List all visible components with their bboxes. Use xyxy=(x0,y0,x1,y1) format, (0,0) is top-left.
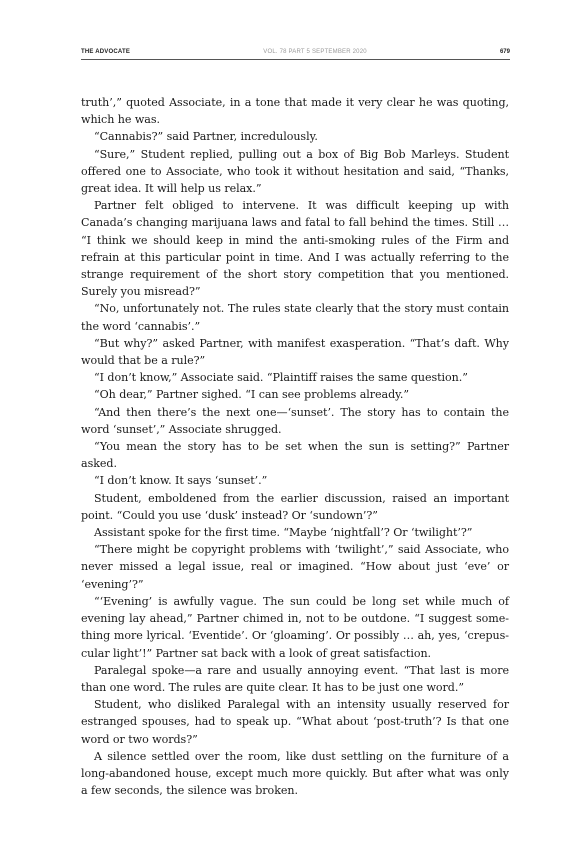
paragraph: Student, who disliked Paralegal with an intensity usually reserved for estranged spouses, had to speak up. “What about ‘post-truth’? Is that one word or two words?” xyxy=(81,698,509,746)
paragraph: “‘Evening’ is awfully vague. The sun could be long set while much of evening lay ahead,” Partner chimed in, not to be outdone. “I suggest something more lyrical. ‘Eventide’. Or ‘gloaming’. Or possibly … ah, yes, ‘crepuscular light’!” Partner sat back with a look of great satisfaction. xyxy=(81,594,509,660)
article-body xyxy=(81,94,509,799)
paragraph: Partner felt obliged to intervene. It was difficult keeping up with Canada’s changing marijuana laws and fatal to fall behind the times. Still … “I think we should keep in mind the anti-smoking rules of the Firm and refrain at this particular point in time. And I was actually referring to the strange requirement of the short story competition that you mentioned. Surely you misread?” xyxy=(81,199,509,299)
volume-info: VOL. 78 PART 5 SEPTEMBER 2020 xyxy=(263,49,367,55)
running-header xyxy=(81,46,510,58)
paragraph: Paralegal spoke—a rare and usually annoying event. “That last is more than one word. The rules are quite clear. It has to be just one word.” xyxy=(81,663,509,694)
paragraph: “I don’t know. It says ‘sunset’.” xyxy=(94,474,268,488)
paragraph: Student, emboldened from the earlier discussion, raised an important point. “Could you use ‘dusk’ instead? Or ‘sundown’?” xyxy=(81,491,509,522)
paragraph: Assistant spoke for the first time. “Maybe ‘nightfall’? Or ‘twilight’?” xyxy=(94,526,473,540)
page-number: 679 xyxy=(499,49,510,55)
header-rule xyxy=(81,59,510,60)
paragraph: “But why?” asked Partner, with manifest exasperation. “That’s daft. Why would that be a rule?” xyxy=(81,336,509,368)
paragraph: truth’,” quoted Associate, in a tone that made it very clear he was quoting, which he was. xyxy=(81,96,509,127)
paragraph: A silence settled over the room, like dust settling on the furniture of a long-abandoned house, except much more quickly. But after what was only a few seconds, the silence was broken. xyxy=(81,749,509,798)
paragraph: “You mean the story has to be set when the sun is setting?” Partner asked. xyxy=(81,440,509,471)
journal-name: THE ADVOCATE xyxy=(81,49,131,55)
paragraph: “Oh dear,” Partner sighed. “I can see problems already.” xyxy=(94,388,410,402)
paragraph: “I don’t know,” Associate said. “Plaintiff raises the same question.” xyxy=(94,371,468,385)
paragraph: “And then there’s the next one—‘sunset’. The story has to contain the word ‘sunset’,” Associate shrugged. xyxy=(81,405,509,436)
paragraph: “Sure,” Student replied, pulling out a box of Big Bob Marleys. Student offered one to Associate, who took it without hesitation and said, “Thanks, great idea. It will help us relax.” xyxy=(81,147,509,196)
paragraph: “There might be copyright problems with ‘twilight’,” said Associate, who never missed a legal issue, real or imagined. “How about just ‘eve’ or ‘evening’?” xyxy=(81,543,509,591)
paragraph: “No, unfortunately not. The rules state clearly that the story must contain the word ‘cannabis’.” xyxy=(81,302,509,333)
paragraph: “Cannabis?” said Partner, incredulously. xyxy=(94,130,318,144)
